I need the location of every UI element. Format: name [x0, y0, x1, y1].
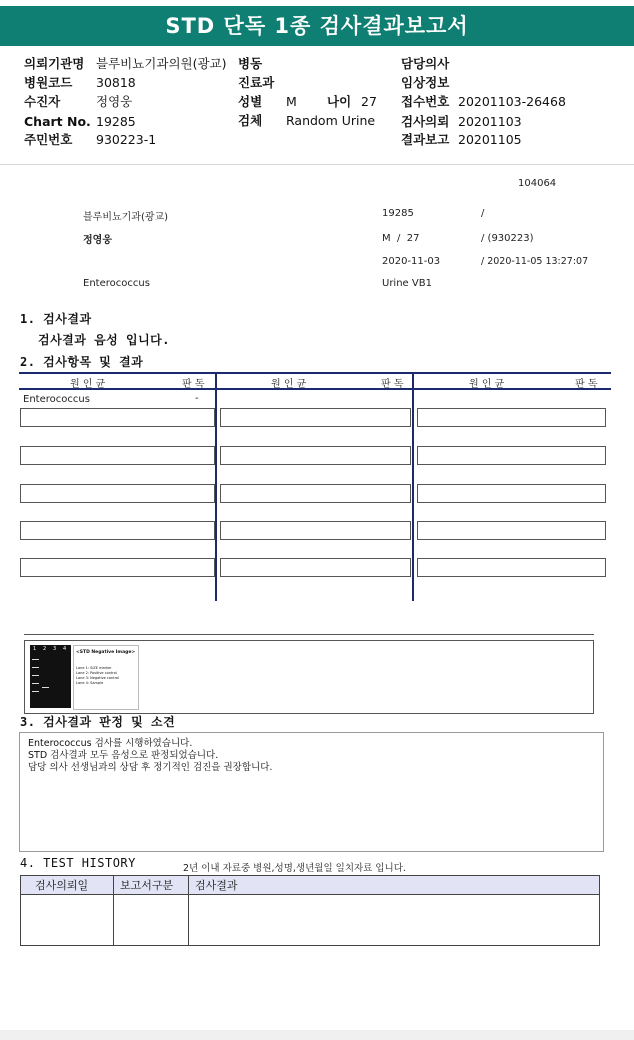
date-received: 2020-11-03	[382, 256, 441, 267]
result-cell	[220, 558, 411, 577]
result-cell	[220, 408, 411, 427]
test-name: Enterococcus	[83, 278, 150, 289]
gel-legend-line: Lane 4: Sample	[76, 681, 104, 685]
date-reported: / 2020-11-05 13:27:07	[481, 256, 589, 267]
history-col-report-type: 보고서구분	[114, 876, 189, 895]
gel-band	[32, 675, 39, 676]
history-header-row	[21, 876, 600, 895]
patient-value: 정영웅	[96, 94, 133, 109]
col1-judgment-header: 판 독	[182, 379, 205, 390]
chart-slash: /	[481, 208, 485, 219]
gel-legend-line: Lane 2: Positive control	[76, 671, 117, 675]
history-cell	[21, 895, 114, 946]
ward-label: 병동	[238, 56, 263, 71]
gel-band	[32, 691, 39, 692]
patient-label: 수진자	[24, 94, 61, 109]
institution-value: 블루비뇨기과의원(광교)	[96, 56, 227, 71]
request-label: 검사의뢰	[401, 114, 450, 129]
gel-band	[32, 659, 39, 660]
reception-value: 20201103-26468	[458, 94, 566, 109]
sex-value: M	[286, 94, 297, 109]
section2-title: 2. 검사항목 및 결과	[20, 355, 144, 369]
ssn-label: 주민번호	[24, 132, 73, 147]
gel-image-box	[24, 640, 594, 714]
result-cell	[20, 521, 215, 540]
section4-title: 4. TEST HISTORY	[20, 856, 136, 870]
opinion-line: 담당 의사 선생님과의 상담 후 정기적인 검진을 권장합니다.	[28, 762, 273, 773]
gel-band	[32, 683, 39, 684]
result-summary: 검사결과 음성 입니다.	[38, 333, 171, 347]
patient-name: 정영웅	[83, 235, 112, 246]
age-label: 나이	[327, 94, 352, 109]
doctor-label: 담당의사	[401, 56, 450, 71]
lane-label: 3	[53, 646, 57, 652]
gel-band	[42, 687, 49, 688]
result-cell	[417, 558, 606, 577]
result-cell	[20, 558, 215, 577]
hospital-code-label: 병원코드	[24, 75, 73, 90]
gel-band	[32, 667, 39, 668]
gel-legend-line: Lane 1: SIZE marker	[76, 666, 112, 670]
clinical-info-label: 임상정보	[401, 75, 450, 90]
col2-organism-header: 원 인 균	[271, 379, 307, 390]
header-divider	[0, 164, 634, 165]
gel-caption: <STD Negative Image>	[76, 650, 136, 655]
chart-label: Chart No.	[24, 114, 91, 129]
hospital-code-value: 30818	[96, 75, 136, 90]
clinic-name: 블루비뇨기과(광교)	[83, 212, 169, 223]
reception-label: 접수번호	[401, 94, 450, 109]
sex-age: M / 27	[382, 233, 420, 244]
specimen-value: Random Urine	[286, 113, 376, 128]
opinion-line: Enterococcus 검사를 시행하였습니다.	[28, 738, 193, 749]
image-divider	[24, 634, 594, 635]
ssn-value: 930223-1	[96, 132, 157, 147]
col2-judgment-header: 판 독	[381, 379, 404, 390]
chart-value: 19285	[96, 114, 136, 129]
lane-label: 1	[33, 646, 37, 652]
opinion-box	[19, 732, 604, 852]
section1-title: 1. 검사결과	[20, 312, 92, 326]
history-col-result: 검사결과	[189, 876, 600, 895]
result-cell	[20, 446, 215, 465]
birth-date: / (930223)	[481, 233, 534, 244]
gel-legend	[73, 645, 139, 710]
report-code: 104064	[518, 178, 557, 189]
history-cell	[114, 895, 189, 946]
gel-image	[30, 645, 71, 708]
result-item-name: Enterococcus	[23, 394, 90, 405]
sex-label: 성별	[238, 94, 263, 109]
result-cell	[417, 408, 606, 427]
history-row	[21, 895, 600, 946]
gel-legend-list	[76, 666, 119, 686]
gel-legend-line: Lane 3: Negative control	[76, 676, 120, 680]
history-table	[20, 875, 600, 946]
result-cell	[220, 484, 411, 503]
history-note: 2년 이내 자료중 병원,성명,생년월일 일치자료 입니다.	[183, 863, 406, 874]
opinion-line: STD 검사결과 모두 음성으로 판정되었습니다.	[28, 750, 219, 761]
request-value: 20201103	[458, 114, 522, 129]
grid-top-line	[19, 372, 611, 374]
chart-number: 19285	[382, 208, 414, 219]
report-date-value: 20201105	[458, 132, 522, 147]
result-cell	[20, 408, 215, 427]
result-cell	[417, 446, 606, 465]
grid-header-line	[19, 388, 611, 390]
report-date-label: 결과보고	[401, 132, 450, 147]
department-label: 진료과	[238, 75, 275, 90]
page-bottom-strip	[0, 1030, 634, 1040]
result-cell	[20, 484, 215, 503]
col1-organism-header: 원 인 균	[70, 379, 106, 390]
result-cell	[220, 521, 411, 540]
result-cell	[417, 521, 606, 540]
result-cell	[220, 446, 411, 465]
lane-label: 4	[63, 646, 67, 652]
history-cell	[189, 895, 600, 946]
report-title: STD 단독 1종 검사결과보고서	[0, 6, 634, 46]
col3-organism-header: 원 인 균	[469, 379, 505, 390]
specimen-label: 검체	[238, 113, 263, 128]
col3-judgment-header: 판 독	[575, 379, 598, 390]
age-value: 27	[361, 94, 377, 109]
result-cell	[417, 484, 606, 503]
section3-title: 3. 검사결과 판정 및 소견	[20, 715, 176, 729]
institution-label: 의뢰기관명	[24, 56, 85, 71]
lane-label: 2	[43, 646, 47, 652]
history-col-request-date: 검사의뢰일	[21, 876, 114, 895]
result-item-judgment: -	[195, 393, 199, 404]
grid-divider-1	[215, 372, 217, 601]
specimen-type: Urine VB1	[382, 278, 432, 289]
grid-divider-2	[412, 372, 414, 601]
